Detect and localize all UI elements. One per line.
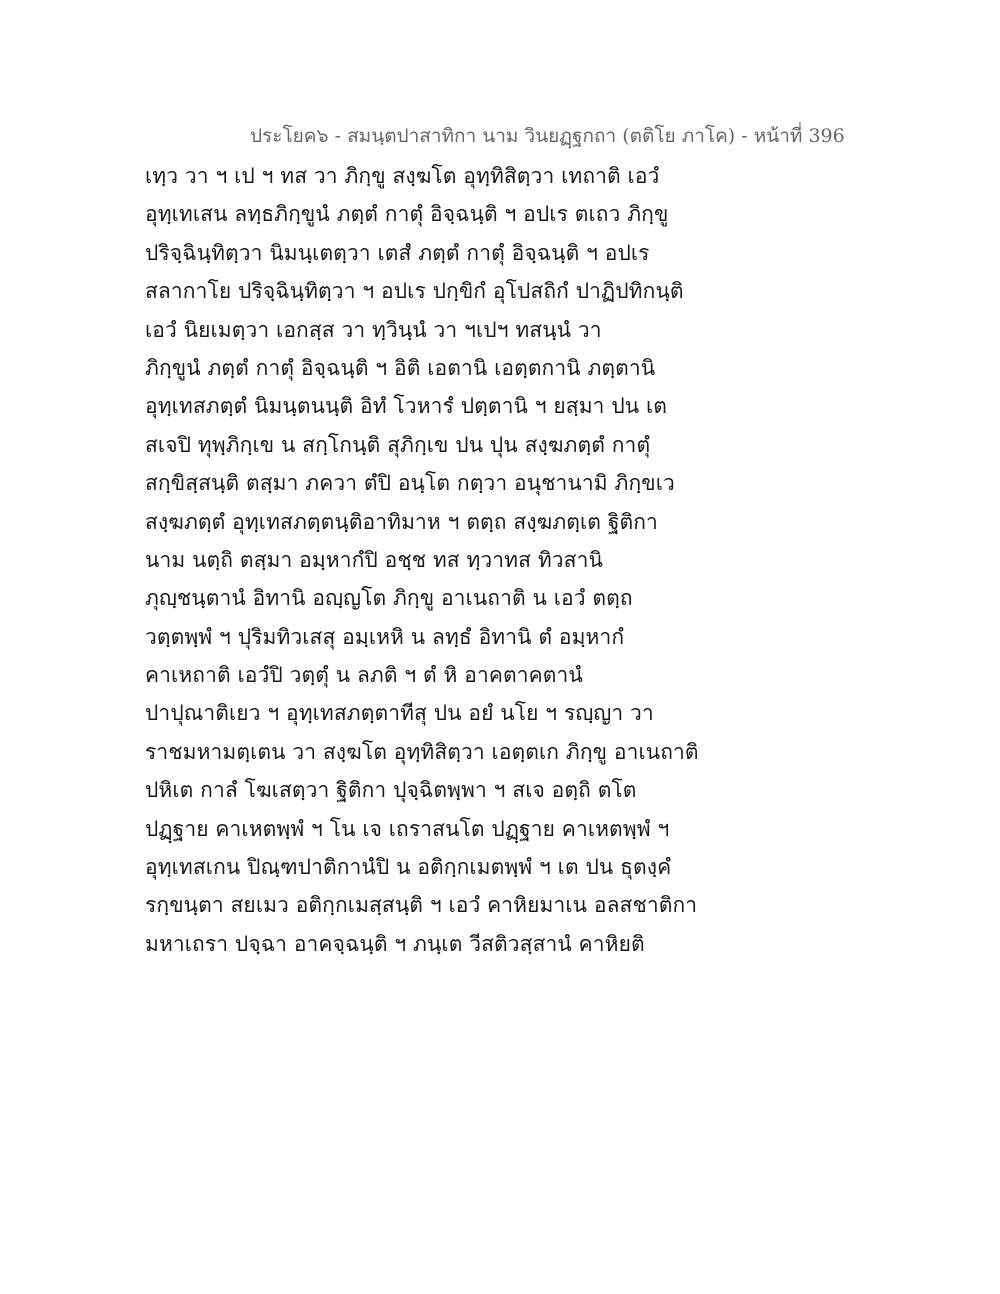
text-line: สเจปิ ทุพฺภิกฺเข น สกฺโกนฺติ สุภิกฺเข ปน ปุน สงฺฆภตฺตํ กาตุํ [145,432,651,457]
text-line: ภิกฺขูนํ ภตฺตํ กาตุํ อิจฺฉนฺติ ฯ อิติ เอตานิ เอตฺตกานิ ภตฺตานิ [145,355,656,380]
text-line: อุทฺเทสภตฺตํ นิมนฺตนนฺติ อิทํ โวหารํ ปตฺตานิ ฯ ยสฺมา ปน เต [145,394,667,419]
text-line: ราชมหามตฺเตน วา สงฺฆโต อุทฺทิสิตฺวา เอตฺตเก ภิกฺขู อาเนถาติ [145,739,699,764]
text-line: สลากาโย ปริจฺฉินฺทิตฺวา ฯ อปเร ปกฺขิกํ อุโปสถิกํ ปาฏิปทิกนฺติ [145,279,684,304]
text-line: ปหิเต กาลํ โฆเสตฺวา ฐิติกา ปุจฺฉิตพฺพา ฯ สเจ อตฺถิ ตโต [145,778,637,803]
text-line: ภุญฺชนฺตานํ อิทานิ อญฺญโต ภิกฺขู อาเนถาติ น เอวํ ตตฺถ [145,586,633,611]
text-line: นาม นตฺถิ ตสฺมา อมฺหากํปิ อชฺช ทส ทฺวาทส ทิวสานิ [145,547,603,572]
text-line: ปฏฺฐาย คาเหตพฺพํ ฯ โน เจ เถราสนโต ปฏฺฐาย คาเหตพฺพํ ฯ [145,816,670,841]
text-line: เทฺว วา ฯ เป ฯ ทส วา ภิกฺขู สงฺฆโต อุทฺทิสิตฺวา เทถาติ เอวํ [145,164,660,188]
text-line: สกฺขิสฺสนฺติ ตสฺมา ภควา ตํปิ อนฺโต กตฺวา อนุชานามิ ภิกฺขเว [145,471,675,496]
body-text [145,157,705,963]
text-line: คาเหถาติ เอวํปิ วตฺตุํ น ลภติ ฯ ตํ หิ อาคตาคตานํ [145,663,583,688]
text-line: วตฺตพฺพํ ฯ ปุริมทิวเสสุ อมฺเหหิ น ลทฺธํ อิทานิ ตํ อมฺหากํ [145,624,625,649]
text-line: มหาเถรา ปจฺฉา อาคจฺฉนฺติ ฯ ภนฺเต วีสติวสฺสานํ คาหิยติ [145,931,645,956]
text-line: อุทฺเทเสน ลทฺธภิกฺขูนํ ภตฺตํ กาตุํ อิจฺฉนฺติ ฯ อปเร ตเถว ภิกฺขู [145,202,669,227]
text-line: รกฺขนฺตา สยเมว อติกฺกเมสฺสนฺติ ฯ เอวํ คาหิยมาเน อลสชาติกา [145,893,698,918]
text-line: เอวํ นิยเมตฺวา เอกสฺส วา ทฺวินฺนํ วา ฯเปฯ ทสนฺนํ วา [145,317,602,342]
text-line: สงฺฆภตฺตํ อุทฺเทสภตฺตนฺติอาทิมาห ฯ ตตฺถ สงฺฆภตฺเต ฐิติกา [145,509,658,534]
text-line: อุทฺเทสเกน ปิณฺฑปาติกานํปิ น อติกฺกเมตพฺพํ ฯ เต ปน ธุตงฺคํ [145,855,672,880]
text-line: ปาปุณาติเยว ฯ อุทฺเทสภตฺตาทีสุ ปน อยํ นโย ฯ รญฺญา วา [145,701,654,726]
text-line: ปริจฺฉินฺทิตฺวา นิมนฺเตตฺวา เตสํ ภตฺตํ กาตุํ อิจฺฉนฺติ ฯ อปเร [145,240,650,265]
running-header: ประโยค๖ - สมนฺตปาสาทิกา นาม วินยฏฺฐกถา (ตติโย ภาโค) - หน้าที่ 396 [250,125,845,147]
